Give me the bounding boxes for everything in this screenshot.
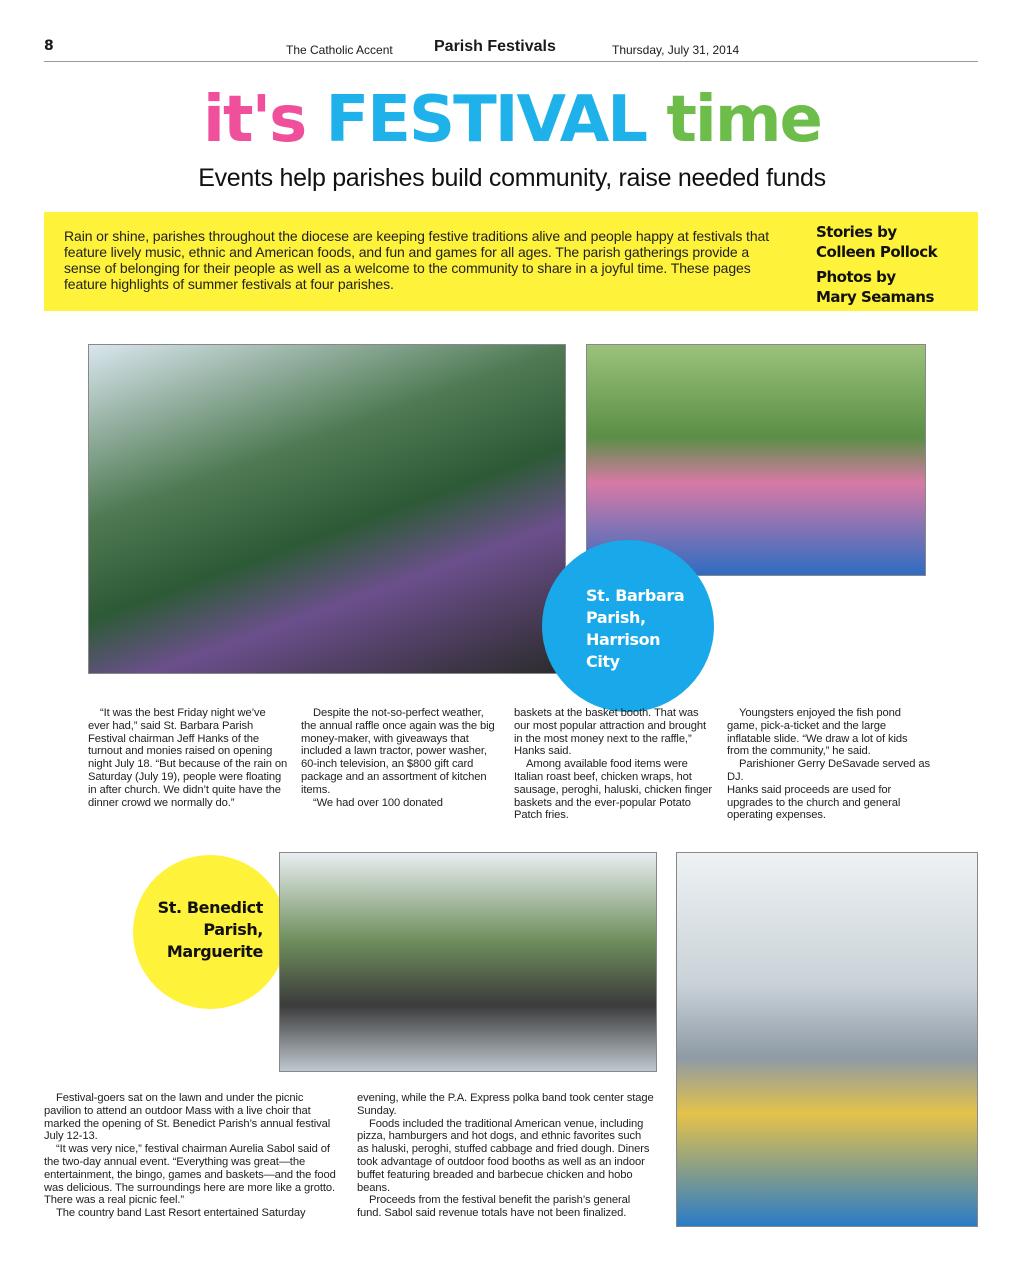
credits — [816, 222, 976, 307]
barbara-column-2: Despite the not-so-perfect weather, the annual raffle once again was the big money-maker, with giveaways that included a lawn tractor, power washer, 60-inch television, an $800 gift card package and an assortment of kitchen items. “We had over 100 donated — [301, 707, 495, 809]
header-rule — [44, 61, 978, 62]
photo-singer-with-child — [279, 852, 657, 1072]
benedict-parish-label: St. Benedict Parish, Marguerite — [157, 898, 263, 961]
photo-festival-cooks — [88, 344, 566, 674]
photos-author: Mary Seamans — [816, 288, 934, 306]
barbara-column-1: “It was the best Friday night we’ve ever had,” said St. Barbara Parish Festival chairman Jeff Hanks of the turnout and monies raised on opening night July 18. “But because of the rain on Saturday (July 19), people were floating in after church. We didn’t quite have the dinner crowd we normally do.” — [88, 707, 288, 809]
headline-part-1: it's — [203, 83, 306, 157]
headline-part-2: FESTIVAL — [325, 83, 647, 157]
page-number: 8 — [44, 38, 54, 54]
barbara-column-4: Youngsters enjoyed the fish pond game, pick-a-ticket and the large inflatable slide. “We draw a lot of kids from the community,” he said. Parishioner Gerry DeSavade served as DJ. Hanks said proceeds are used for upgrades to the church and general operating expenses. — [727, 707, 931, 822]
section-title: Parish Festivals — [434, 38, 556, 55]
benedict-column-1: Festival-goers sat on the lawn and under the picnic pavilion to attend an outdoor Mass with a live choir that marked the opening of St. Benedict Parish’s annual festival July 12-13. “It was very nice,” festival chairman Aurelia Sabol said of the two-day annual event. “Everything was great—the entertainment, the bingo, games and baskets—and the food was delicious. The surroundings here are more like a grotto. There was a real picnic feel.” The country band Last Resort entertained Saturday — [44, 1092, 336, 1220]
intro-band — [44, 212, 978, 311]
headline-part-3: time — [666, 83, 821, 157]
photos-by-label: Photos by — [816, 268, 896, 286]
photo-lemonade-stand — [676, 852, 978, 1227]
issue-date: Thursday, July 31, 2014 — [612, 43, 740, 57]
publication-name: The Catholic Accent — [286, 43, 393, 57]
stories-author: Colleen Pollock — [816, 243, 938, 261]
headline — [0, 80, 1024, 160]
barbara-column-3: baskets at the basket booth. That was our most popular attraction and brought in the most money next to the raffle,” Hanks said. Among available food items were Italian roast beef, chicken wraps, hot sausage, peroghi, haluski, chicken finger baskets and the ever-popular Potato Patch fries. — [514, 707, 713, 822]
intro-text: Rain or shine, parishes throughout the diocese are keeping festive traditions alive and people happy at festivals that feature lively music, ethnic and American foods, and fun and games for all ages. The parish gatherings provide a sense of belonging for their people as well as a welcome to the community to share in a joyful time. These pages feature highlights of summer festivals at four parishes. — [64, 228, 769, 292]
stories-by-label: Stories by — [816, 223, 897, 241]
barbara-parish-label: St. Barbara Parish, Harrison City — [586, 586, 685, 671]
subheadline: Events help parishes build community, raise needed funds — [198, 164, 826, 192]
benedict-column-2: evening, while the P.A. Express polka band took center stage Sunday. Foods included the traditional American venue, including pizza, hamburgers and hot dogs, and ethnic favorites such as haluski, peroghi, stuffed cabbage and fried dough. Diners took advantage of outdoor food booths as well as an indoor buffet featuring breaded and barbecue chicken and hobo beans. Proceeds from the festival benefit the parish’s general fund. Sabol said revenue totals have not been finalized. — [357, 1092, 654, 1220]
